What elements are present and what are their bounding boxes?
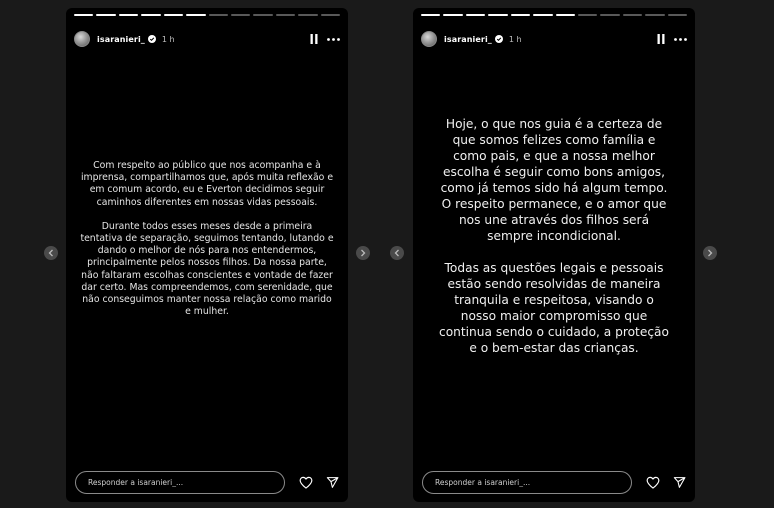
story-text bbox=[437, 116, 671, 356]
progress-segment bbox=[556, 14, 575, 16]
pause-button[interactable] bbox=[308, 33, 320, 45]
progress-segment bbox=[74, 14, 93, 16]
pause-button[interactable] bbox=[655, 33, 667, 45]
heart-icon bbox=[646, 476, 660, 489]
next-story-button[interactable] bbox=[703, 246, 717, 260]
post-time: 1 h bbox=[508, 34, 522, 44]
pause-icon bbox=[310, 34, 318, 44]
story-header bbox=[74, 22, 340, 56]
more-options-button[interactable] bbox=[326, 33, 340, 45]
story-paragraph: Com respeito ao público que nos acompanha e à imprensa, compartilhamos que, após muita reflexão e em comum acordo, eu e Everton decidimos seguir caminhos diferentes em nossas vidas pessoais. bbox=[80, 160, 334, 208]
progress-segment bbox=[209, 14, 228, 16]
more-icon bbox=[327, 38, 340, 41]
avatar[interactable] bbox=[421, 31, 437, 47]
username[interactable]: isaranieri_ bbox=[97, 34, 145, 44]
next-story-button[interactable] bbox=[356, 246, 370, 260]
chevron-left-icon bbox=[48, 249, 54, 257]
story-footer bbox=[422, 470, 687, 494]
share-button[interactable] bbox=[324, 474, 340, 490]
progress-segment bbox=[443, 14, 462, 16]
like-button[interactable] bbox=[645, 474, 661, 490]
story-card[interactable] bbox=[413, 8, 695, 502]
reply-input[interactable] bbox=[422, 471, 632, 494]
chevron-right-icon bbox=[360, 249, 366, 257]
username[interactable]: isaranieri_ bbox=[444, 34, 492, 44]
progress-segment bbox=[298, 14, 317, 16]
like-button[interactable] bbox=[298, 474, 314, 490]
story-header bbox=[421, 22, 687, 56]
progress-segment bbox=[119, 14, 138, 16]
story-paragraph: Durante todos esses meses desde a primeira tentativa de separação, seguimos tentando, lutando e dando o melhor de nós para nos entendermos, principalmente pelos nossos filhos. Da nossa parte, não faltaram escolhas conscientes e vontade de fazer dar certo. Mas compreendemos, com serenidade, que não conseguimos manter nossa relação como marido e mulher. bbox=[80, 220, 334, 318]
progress-segment bbox=[578, 14, 597, 16]
progress-segment bbox=[231, 14, 250, 16]
progress-segment bbox=[186, 14, 205, 16]
heart-icon bbox=[299, 476, 313, 489]
story-paragraph: Todas as questões legais e pessoais estão sendo resolvidas de maneira tranquila e respeitosa, visando o nosso maior compromisso que continua sendo o cuidado, a proteção e o bem-estar das crianças. bbox=[439, 261, 669, 355]
avatar[interactable] bbox=[74, 31, 90, 47]
progress-segment bbox=[511, 14, 530, 16]
more-options-button[interactable] bbox=[673, 33, 687, 45]
story-text bbox=[80, 160, 334, 318]
previous-story-button[interactable] bbox=[44, 246, 58, 260]
story-card[interactable] bbox=[66, 8, 348, 502]
progress-segment bbox=[645, 14, 664, 16]
progress-segment bbox=[164, 14, 183, 16]
story-footer bbox=[75, 470, 340, 494]
pause-icon bbox=[657, 34, 665, 44]
send-icon bbox=[673, 476, 686, 489]
verified-badge-icon bbox=[148, 35, 156, 43]
share-button[interactable] bbox=[671, 474, 687, 490]
verified-badge-icon bbox=[495, 35, 503, 43]
progress-segment bbox=[600, 14, 619, 16]
progress-segment bbox=[276, 14, 295, 16]
progress-segment bbox=[96, 14, 115, 16]
reply-input[interactable] bbox=[75, 471, 285, 494]
story-progress-bar bbox=[74, 14, 340, 16]
progress-segment bbox=[253, 14, 272, 16]
progress-segment bbox=[141, 14, 160, 16]
chevron-left-icon bbox=[394, 249, 400, 257]
progress-segment bbox=[488, 14, 507, 16]
post-time: 1 h bbox=[161, 34, 175, 44]
send-icon bbox=[326, 476, 339, 489]
progress-segment bbox=[533, 14, 552, 16]
progress-segment bbox=[466, 14, 485, 16]
progress-segment bbox=[421, 14, 440, 16]
progress-segment bbox=[623, 14, 642, 16]
story-progress-bar bbox=[421, 14, 687, 16]
chevron-right-icon bbox=[707, 249, 713, 257]
progress-segment bbox=[668, 14, 687, 16]
story-paragraph: Hoje, o que nos guia é a certeza de que somos felizes como família e como pais, e que a nossa melhor escolha é seguir como bons amigos, como já temos sido há algum tempo. O respeito permanece, e o amor que nos une através dos filhos será sempre incondicional. bbox=[440, 117, 668, 243]
more-icon bbox=[674, 38, 687, 41]
previous-story-button[interactable] bbox=[390, 246, 404, 260]
progress-segment bbox=[321, 14, 340, 16]
